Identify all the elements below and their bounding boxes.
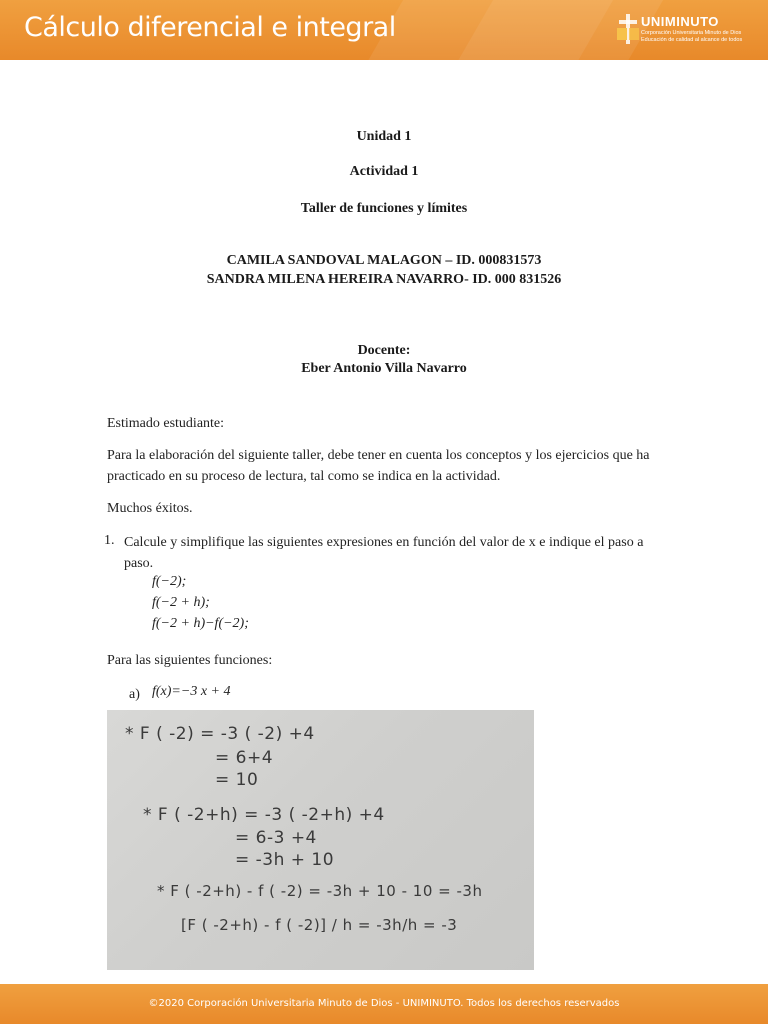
copyright-text: ©2020 Corporación Universitaria Minuto de Dios - UNIMINUTO. Todos los derechos reservados: [148, 998, 620, 1009]
item-number: 1.: [104, 533, 115, 548]
logo-tagline: Educación de calidad al alcance de todos: [641, 37, 743, 43]
author-line: CAMILA SANDOVAL MALAGON – ID. 000831573: [226, 253, 542, 268]
handwritten-line: * F ( -2) = -3 ( -2) +4: [125, 724, 315, 744]
workshop-title: Taller de funciones y límites: [300, 201, 468, 216]
handwritten-solution-photo: [107, 710, 534, 970]
unit-title: Unidad 1: [356, 129, 412, 144]
handwritten-line: [F ( -2+h) - f ( -2)] / h = -3h/h = -3: [181, 916, 458, 934]
logo-mark-icon: [617, 14, 639, 44]
uniminuto-logo: [617, 12, 747, 48]
activity-title: Actividad 1: [349, 164, 419, 179]
instructions-paragraph: Para la elaboración del siguiente taller, debe tener en cuenta los conceptos y los ejercicios que ha practicado en su proceso de lectura, tal como se indica en la actividad.: [107, 448, 650, 484]
course-title: Cálculo diferencial e integral: [24, 12, 396, 43]
logo-subtitle: Corporación Universitaria Minuto de Dios: [641, 30, 742, 36]
handwritten-line: * F ( -2+h) = -3 ( -2+h) +4: [143, 805, 385, 825]
functions-intro: Para las siguientes funciones:: [107, 653, 273, 668]
wishes: Muchos éxitos.: [107, 501, 193, 516]
handwritten-line: = 6-3 +4: [235, 828, 317, 848]
page-header: [0, 0, 768, 60]
handwritten-line: = 6+4: [215, 748, 274, 768]
teacher-name: Eber Antonio Villa Navarro: [301, 361, 467, 376]
function-expression: f(x)=−3 x + 4: [152, 684, 231, 699]
page-footer: [0, 984, 768, 1024]
author-line: SANDRA MILENA HEREIRA NAVARRO- ID. 000 831526: [206, 272, 562, 287]
function-label: a): [129, 687, 140, 702]
expression: f(−2 + h)−f(−2);: [152, 616, 249, 631]
expression: f(−2 + h);: [152, 595, 210, 610]
logo-name: UNIMINUTO: [641, 14, 719, 29]
handwritten-line: = 10: [215, 770, 259, 790]
handwritten-line: * F ( -2+h) - f ( -2) = -3h + 10 - 10 = -3h: [157, 882, 483, 900]
expression: f(−2);: [152, 574, 187, 589]
handwritten-line: = -3h + 10: [235, 850, 335, 870]
greeting: Estimado estudiante:: [107, 416, 225, 431]
teacher-label: Docente:: [357, 343, 411, 358]
item-instruction: Calcule y simplifique las siguientes expresiones en función del valor de x e indique el paso a paso.: [124, 535, 644, 571]
